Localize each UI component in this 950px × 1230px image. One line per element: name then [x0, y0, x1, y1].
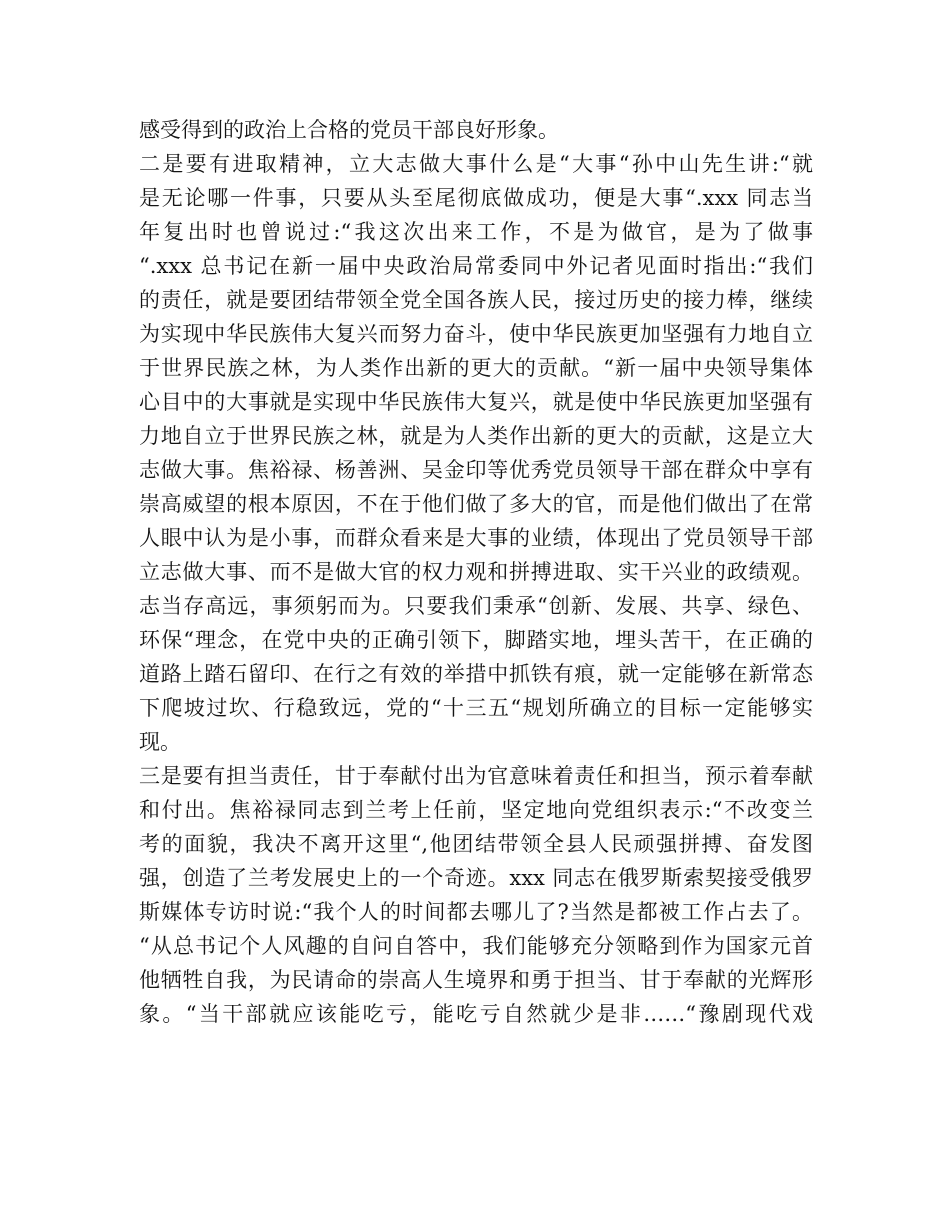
text-line: “从总书记个人风趣的自问自答中，我们能够充分领略到作为国家元首 — [139, 934, 813, 958]
text-line: 三是要有担当责任，甘于奉献付出为官意味着责任和担当，预示着奉献 — [139, 764, 813, 788]
text-line: 斯媒体专访时说:“我个人的时间都去哪儿了?当然是都被工作占去了。 — [139, 900, 813, 924]
text-line: “.xxx 总书记在新一届中央政治局常委同中外记者见面时指出:“我们 — [139, 254, 813, 278]
text-line: 下爬坡过坎、行稳致远，党的“十三五“规划所确立的目标一定能够实 — [139, 696, 813, 720]
text-line: 现。 — [139, 730, 181, 754]
text-line: 强，创造了兰考发展史上的一个奇迹。xxx 同志在俄罗斯索契接受俄罗 — [139, 866, 813, 890]
text-line: 二是要有进取精神，立大志做大事什么是“大事“孙中山先生讲:“就 — [139, 152, 813, 176]
text-line: 力地自立于世界民族之林，就是为人类作出新的更大的贡献，这是立大 — [139, 424, 813, 448]
text-line: 感受得到的政治上合格的党员干部良好形象。 — [139, 118, 559, 142]
text-line: 他牺牲自我，为民请命的崇高人生境界和勇于担当、甘于奉献的光辉形 — [139, 968, 813, 992]
document-body — [139, 113, 813, 1031]
text-line: 的责任，就是要团结带领全党全国各族人民，接过历史的接力棒，继续 — [139, 288, 813, 312]
text-line: 环保“理念，在党中央的正确引领下，脚踏实地，埋头苦干，在正确的 — [139, 628, 813, 652]
text-line: 崇高威望的根本原因，不在于他们做了多大的官，而是他们做出了在常 — [139, 492, 813, 516]
text-line: 于世界民族之林，为人类作出新的更大的贡献。“新一届中央领导集体 — [139, 356, 813, 380]
text-line: 道路上踏石留印、在行之有效的举措中抓铁有痕，就一定能够在新常态 — [139, 662, 813, 686]
text-line: 年复出时也曾说过:“我这次出来工作，不是为做官，是为了做事 — [139, 220, 813, 244]
text-line: 是无论哪一件事，只要从头至尾彻底做成功，便是大事“.xxx 同志当 — [139, 186, 813, 210]
text-line: 象。“当干部就应该能吃亏，能吃亏自然就少是非……“豫剧现代戏 — [139, 1002, 813, 1026]
text-line: 和付出。焦裕禄同志到兰考上任前，坚定地向党组织表示:“不改变兰 — [139, 798, 813, 822]
text-line: 人眼中认为是小事，而群众看来是大事的业绩，体现出了党员领导干部 — [139, 526, 813, 550]
text-line: 考的面貌，我决不离开这里“,他团结带领全县人民顽强拼搏、奋发图 — [139, 832, 813, 856]
text-line: 立志做大事、而不是做大官的权力观和拼搏进取、实干兴业的政绩观。 — [139, 560, 813, 584]
text-line: 志做大事。焦裕禄、杨善洲、吴金印等优秀党员领导干部在群众中享有 — [139, 458, 813, 482]
text-line: 为实现中华民族伟大复兴而努力奋斗，使中华民族更加坚强有力地自立 — [139, 322, 813, 346]
text-line: 志当存高远，事须躬而为。只要我们秉承“创新、发展、共享、绿色、 — [139, 594, 813, 618]
text-line: 心目中的大事就是实现中华民族伟大复兴，就是使中华民族更加坚强有 — [139, 390, 813, 414]
